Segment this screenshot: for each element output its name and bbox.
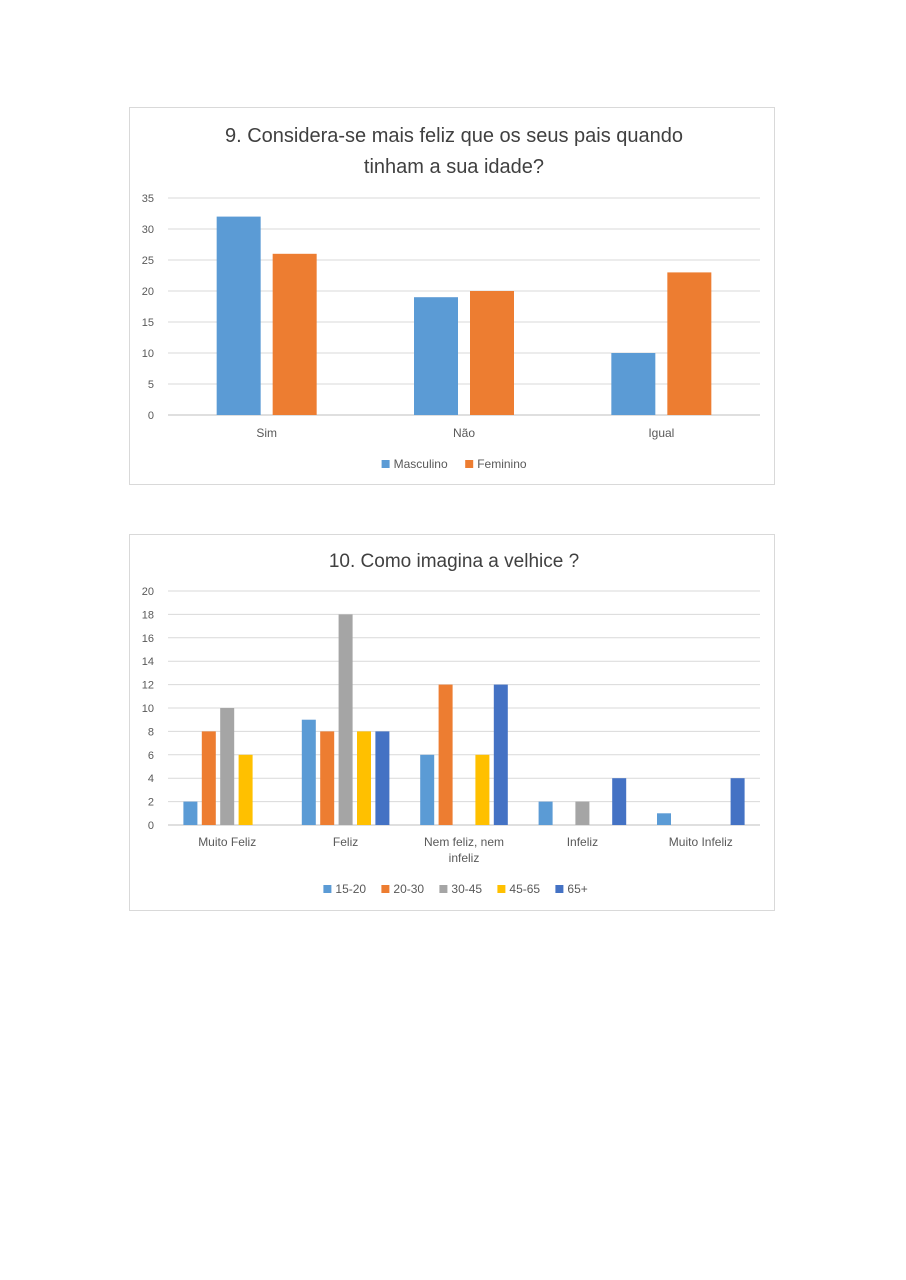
y-tick-label: 15 — [141, 317, 154, 329]
bar-45-65-1 — [239, 755, 253, 825]
bar-feminino-3 — [667, 272, 711, 415]
bar-feminino-2 — [470, 291, 514, 415]
bar-masculino-2 — [414, 297, 458, 415]
bar-chart-1 — [130, 108, 776, 486]
legend-label: 65+ — [567, 882, 588, 896]
y-tick-label: 8 — [147, 726, 154, 739]
y-tick-label: 5 — [147, 379, 154, 391]
y-tick-label: 10 — [141, 348, 154, 360]
bar-30-45-2 — [339, 614, 353, 825]
y-tick-label: 20 — [141, 286, 154, 298]
bar-15-20-1 — [183, 802, 197, 825]
chart-title-line: 9. Considera-se mais feliz que os seus pais quando — [224, 125, 684, 147]
bar-15-20-3 — [420, 755, 434, 825]
y-tick-label: 30 — [141, 224, 154, 236]
x-category-label: Infeliz — [566, 835, 599, 849]
legend-swatch — [323, 885, 331, 893]
chart-title-line: 10. Como imagina a velhice ? — [328, 551, 580, 572]
y-tick-label: 18 — [141, 609, 154, 622]
x-category-label: Nem feliz, nem — [423, 835, 505, 849]
legend-label: 15-20 — [335, 882, 367, 896]
y-tick-label: 0 — [147, 410, 154, 422]
bar-20-30-3 — [439, 685, 453, 825]
y-tick-label: 20 — [141, 586, 154, 598]
legend-swatch — [382, 460, 390, 468]
y-tick-label: 35 — [141, 193, 154, 205]
legend-swatch — [465, 460, 473, 468]
bar-masculino-1 — [217, 217, 261, 415]
chart-title-line: tinham a sua idade? — [363, 156, 545, 178]
y-tick-label: 2 — [147, 796, 154, 809]
y-tick-label: 4 — [147, 773, 154, 786]
bar-65--4 — [612, 778, 626, 825]
y-tick-label: 14 — [141, 656, 154, 669]
bar-45-65-2 — [357, 731, 371, 825]
legend-label: 45-65 — [509, 882, 541, 896]
legend-swatch — [555, 885, 563, 893]
bar-65--2 — [375, 731, 389, 825]
y-tick-label: 10 — [141, 703, 154, 715]
legend-swatch — [439, 885, 447, 893]
bar-45-65-3 — [475, 755, 489, 825]
bar-masculino-3 — [611, 353, 655, 415]
bar-30-45-1 — [220, 708, 234, 825]
bar-15-20-2 — [302, 720, 316, 825]
bar-feminino-1 — [273, 254, 317, 415]
chart-happiness-vs-parents — [129, 107, 775, 485]
x-category-label: Sim — [256, 426, 278, 440]
bar-15-20-5 — [657, 813, 671, 825]
y-tick-label: 0 — [147, 820, 154, 832]
legend-label: Masculino — [393, 457, 448, 471]
x-category-label: infeliz — [448, 851, 480, 865]
x-category-label: Muito Infeliz — [668, 835, 733, 849]
y-tick-label: 25 — [141, 255, 154, 267]
legend-label: 20-30 — [393, 882, 425, 896]
legend-swatch — [381, 885, 389, 893]
legend-swatch — [497, 885, 505, 893]
bar-65--5 — [731, 778, 745, 825]
bar-20-30-2 — [320, 731, 334, 825]
y-tick-label: 12 — [141, 679, 154, 692]
chart-old-age-outlook — [129, 534, 775, 911]
bar-20-30-1 — [202, 731, 216, 825]
y-tick-label: 16 — [141, 632, 154, 645]
x-category-label: Feliz — [332, 835, 359, 849]
bar-15-20-4 — [539, 802, 553, 825]
x-category-label: Igual — [648, 426, 675, 440]
bar-30-45-4 — [575, 802, 589, 825]
legend-label: 30-45 — [451, 882, 483, 896]
legend-label: Feminino — [477, 457, 527, 471]
bar-65--3 — [494, 685, 508, 825]
y-tick-label: 6 — [147, 749, 154, 762]
x-category-label: Muito Feliz — [198, 835, 257, 849]
bar-chart-2 — [130, 535, 776, 912]
x-category-label: Não — [452, 426, 476, 440]
